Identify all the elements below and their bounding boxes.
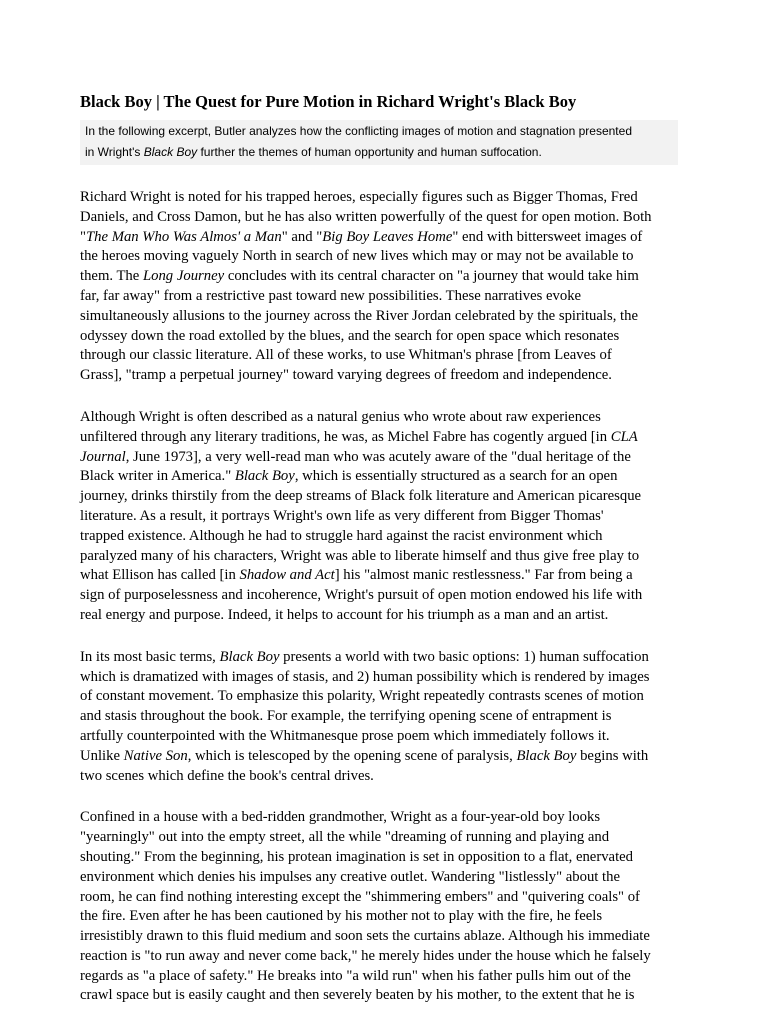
intro-line: in Wright's Black Boy further the themes of human opportunity and human suffocation. [85, 145, 542, 159]
paragraph-2 [80, 408, 700, 626]
text-line: Unlike Native Son, which is telescoped by the opening scene of paralysis, Black Boy begins with [80, 747, 649, 764]
text-line: which is dramatized with images of stasis, and 2) human possibility which is rendered by images [80, 668, 650, 685]
text-line: journey, drinks thirstily from the deep streams of Black folk literature and American picaresque [80, 488, 642, 505]
text-line: Black writer in America." Black Boy, which is essentially structured as a search for an open [80, 468, 618, 485]
intro-line: In the following excerpt, Butler analyzes how the conflicting images of motion and stagnation presented [85, 124, 632, 138]
text-line: Grass], "tramp a perpetual journey" toward varying degrees of freedom and independence. [80, 367, 612, 384]
text-line: paralyzed many of his characters, Wright was able to liberate himself and thus give free play to [80, 547, 640, 564]
text-line: "yearningly" out into the empty street, all the while "dreaming of running and playing and [80, 829, 610, 846]
text-line: shouting." From the beginning, his protean imagination is set in opposition to a flat, enervated [80, 848, 634, 865]
text-line: sign of purposelessness and incoherence, Wright's pursuit of open motion endowed his life with [80, 587, 643, 604]
text-line: Daniels, and Cross Damon, but he has also written powerfully of the quest for open motion. Both [80, 208, 652, 225]
paragraph-1 [80, 188, 700, 386]
text-line: In its most basic terms, Black Boy presents a world with two basic options: 1) human suffocation [80, 648, 649, 665]
text-line: literature. As a result, it portrays Wright's own life as very different from Bigger Thomas' [80, 507, 604, 524]
text-line: crawl space but is easily caught and then severely beaten by his mother, to the extent that he is [80, 987, 635, 1004]
intro-summary-box [80, 120, 678, 165]
text-line: simultaneously allusions to the journey across the River Jordan celebrated by the spirituals, the [80, 307, 638, 324]
text-line: through our classic literature. All of these works, to use Whitman's phrase [from Leaves of [80, 347, 612, 364]
text-line: of constant movement. To emphasize this polarity, Wright repeatedly contrasts scenes of motion [80, 688, 644, 705]
text-line: reaction is "to run away and never come back," he merely hides under the house which he falsely [80, 947, 651, 964]
paragraph-3 [80, 648, 700, 787]
text-line: them. The Long Journey concludes with its central character on "a journey that would take him [80, 268, 639, 285]
text-line: real energy and purpose. Indeed, it helps to account for his triumph as a man and an artist. [80, 606, 609, 623]
article-title: Black Boy | The Quest for Pure Motion in Richard Wright's Black Boy [80, 92, 577, 111]
text-line: the heroes moving vaguely North in search of new lives which may or may not be available to [80, 248, 634, 265]
article-body [80, 188, 700, 1028]
text-line: Although Wright is often described as a natural genius who wrote about raw experiences [80, 408, 601, 425]
text-line: what Ellison has called [in Shadow and Act] his "almost manic restlessness." Far from being a [80, 567, 633, 584]
text-line: room, he can find nothing interesting except the "shimmering embers" and "quivering coals" of [80, 888, 640, 905]
text-line: "The Man Who Was Almos' a Man" and "Big Boy Leaves Home" end with bittersweet images of [80, 228, 643, 245]
text-line: and stasis throughout the book. For example, the terrifying opening scene of entrapment is [80, 708, 612, 725]
text-line: irresistibly drawn to this fluid medium and soon sets the curtains ablaze. Although his immediate [80, 928, 650, 945]
text-line: Journal, June 1973], a very well-read man who was acutely aware of the "dual heritage of the [80, 448, 631, 465]
text-line: two scenes which define the book's central drives. [80, 767, 374, 784]
paragraph-4 [80, 808, 700, 1006]
text-line: unfiltered through any literary traditions, he was, as Michel Fabre has cogently argued [in CLA [80, 428, 638, 445]
text-line: regards as "a place of safety." He breaks into "a wild run" when his father pulls him out of the [80, 967, 631, 984]
text-line: the fire. Even after he has been cautioned by his mother not to play with the fire, he feels [80, 908, 603, 925]
text-line: artfully counterpointed with the Whitmanesque prose poem which immediately follows it. [80, 727, 610, 744]
text-line: trapped existence. Although he had to struggle hard against the racist environment which [80, 527, 603, 544]
text-line: environment which denies his impulses any creative outlet. Wandering "listlessly" about the [80, 868, 620, 885]
text-line: Richard Wright is noted for his trapped heroes, especially figures such as Bigger Thomas, Fred [80, 189, 638, 205]
text-line: Confined in a house with a bed-ridden grandmother, Wright as a four-year-old boy looks [80, 809, 601, 826]
text-line: far, far away" from a restrictive past toward new possibilities. These narratives evoke [80, 287, 582, 304]
text-line: odyssey down the road extolled by the blues, and the search for open space which resonates [80, 327, 620, 344]
